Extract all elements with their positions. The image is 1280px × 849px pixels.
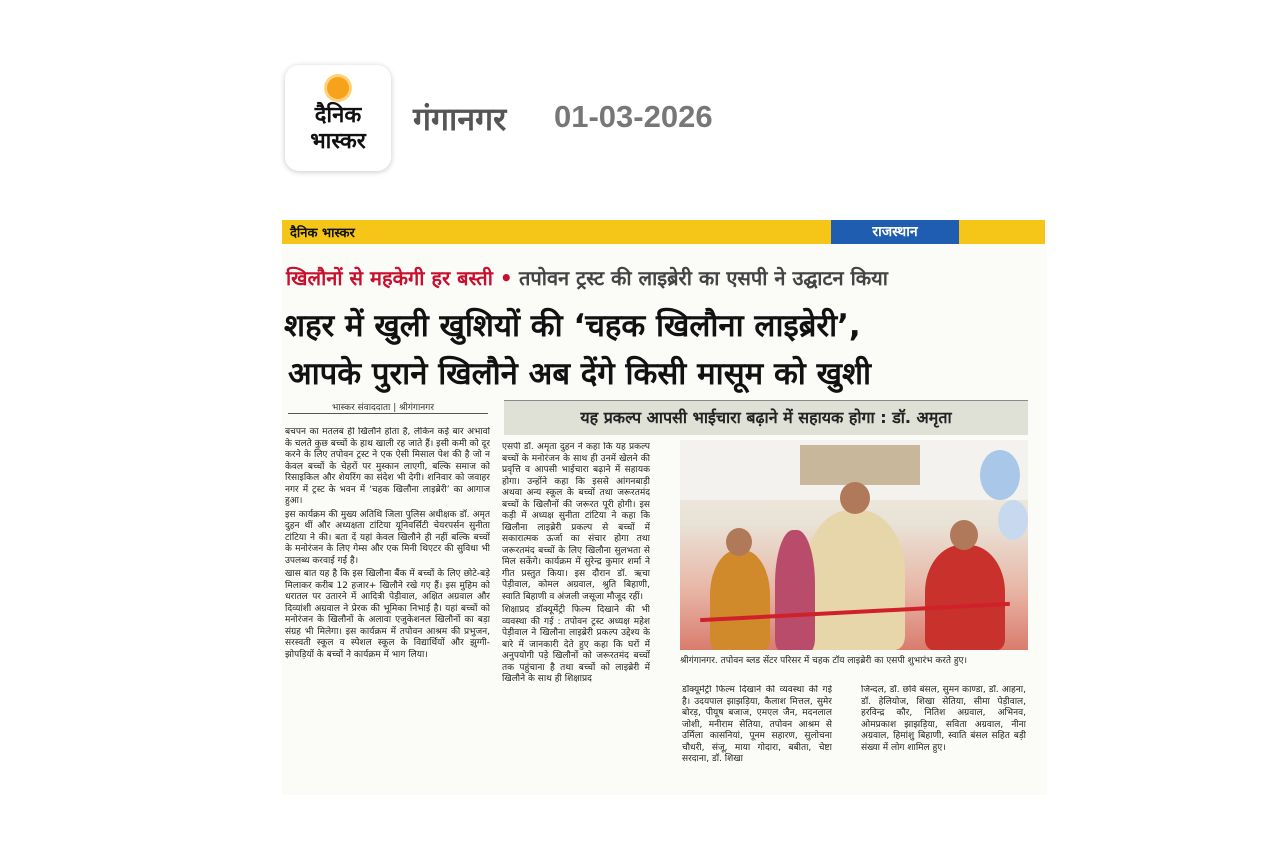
- person-shape: [710, 550, 770, 650]
- person-head-shape: [950, 520, 978, 550]
- headline-line-1: शहर में खुली खुशियों की ‘चहक खिलौना लाइब्रेरी’,: [284, 308, 861, 344]
- byline-rule: [288, 413, 488, 414]
- article-column-3: डॉक्यूमेंट्री फिल्म दिखाने की व्यवस्था की गई है। उदयपाल झाझड़िया, कैलाश मित्तल, सुमेर बोरड़, पीयूष बजाज, एमएल जैन, मदनलाल जोशी, मनीराम सेतिया, तपोवन आश्रम से उर्मिला कासनियां, पूनम सहारण, सुलोचना चौधरी, संजू, माया गोदारा, बबीता, चेष्टा सरदाना, डॉ. शिखा: [682, 685, 832, 764]
- logo-text-line1: दैनिक: [314, 103, 362, 128]
- event-photo: [680, 440, 1028, 650]
- article-column-1: [285, 427, 490, 792]
- person-head-shape: [726, 528, 752, 556]
- subheadline: यह प्रकल्प आपसी भाईचारा बढ़ाने में सहायक होगा : डॉ. अमृता: [504, 400, 1028, 435]
- byline: भास्कर संवाददाता | श्रीगंगानगर: [332, 403, 435, 413]
- paragraph: इस कार्यक्रम की मुख्य अतिथि जिला पुलिस अधीक्षक डॉ. अमृत दुहन थीं और अध्यक्षता टांटिया यूनिवर्सिटी चेयरपर्सन सुनीता टांटिया ने की। बता दें यहां केवल खिलौने ही नहीं बल्कि बच्चों के मनोरंजन के लिए गेम्स और एक मिनी थिएटर की सुविधा भी उपलब्ध करवाई गई है।: [285, 509, 490, 566]
- balloon-shape: [998, 500, 1028, 540]
- person-head-shape: [840, 482, 870, 514]
- kicker-line: [286, 264, 888, 291]
- article-column-2: [502, 442, 650, 792]
- sun-icon: [327, 77, 349, 99]
- paragraph: बचपन का मतलब ही खिलौने होता है, लेकिन कई बार अभावों के चलते कुछ बच्चों के हाथ खाली रह जाते हैं। इसी कमी को दूर करने के लिए तपोवन ट्रस्ट ने एक ऐसी मिसाल पेश की है जो न केवल बच्चों के चेहरों पर मुस्कान लाएगी, बल्कि समाज को रिसाइकिल और शेयरिंग का संदेश भी देगी। शनिवार को जवाहर नगर में ट्रस्ट के भवन में ‘चहक खिलौना लाइब्रेरी’ का आगाज हुआ।: [285, 427, 490, 506]
- kicker-highlight: खिलौनों से महकेगी हर बस्ती •: [286, 266, 513, 290]
- edition-date: 01-03-2026: [554, 99, 713, 134]
- paragraph: खास बात यह है कि इस खिलौना बैंक में बच्चों के लिए छोटे-बड़े मिलाकर करीब 12 हजार+ खिलौने रखे गए हैं। इस मुहिम को धरातल पर उतारने में आदित्री पेड़ीवाल, अक्षित अग्रवाल और दिव्यांशी अग्रवाल ने प्रेरक की भूमिका निभाई है। यहां बच्चों को मनोरंजन के खिलौनों के अलावा एजुकेशनल खिलौनों का बड़ा संग्रह भी मिलेगा। इस कार्यक्रम में तपोवन आश्रम की प्रभुजन, सरस्वती स्कूल व स्पेशल स्कूल के विद्यार्थियों और झुग्गी-झोपड़ियों के बच्चों ने कार्यक्रम में भाग लिया।: [285, 569, 490, 660]
- photo-caption: श्रीगंगानगर. तपोवन ब्लड सेंटर परिसर में चहक टॉय लाइब्रेरी का एसपी शुभारंभ करते हुए।: [680, 656, 968, 666]
- article-column-4: जिन्दल, डॉ. छवि बंसल, सुमन काण्डा, डॉ. आहना, डॉ. हेलियोज, शिखा सेतिया, सीमा पेड़ीवाल, हरविन्द्र कौर, नितिश अग्रवाल, अभिनव, ओमप्रकाश झाझड़िया, सविता अग्रवाल, नीना अग्रवाल, हिमांशु बिहाणी, स्वाति बंसल सहित बड़ी संख्या में लोग शामिल हुए।: [861, 685, 1026, 753]
- person-shape: [925, 545, 1005, 650]
- section-label: राजस्थान: [831, 220, 959, 244]
- person-shape: [805, 510, 905, 650]
- logo-text-line2: भास्कर: [310, 129, 366, 154]
- newspaper-clipping: [282, 220, 1047, 795]
- photo-shelf: [800, 445, 920, 485]
- masthead-bar: [282, 220, 1045, 244]
- dainik-bhaskar-logo: [285, 65, 391, 171]
- masthead-paper-name: दैनिक भास्कर: [290, 226, 355, 241]
- headline-line-2: आपके पुराने खिलौने अब देंगे किसी मासूम को खुशी: [288, 356, 872, 392]
- paragraph: एसपी डॉ. अमृता दुहन ने कहा कि यह प्रकल्प बच्चों के मनोरंजन के साथ ही उनमें खेलने की प्रवृत्ति व आपसी भाईचारा बढ़ाने में सहायक होगा। उन्होंने कहा कि इससे आंगनबाड़ी अथवा अन्य स्कूल के बच्चों तथा जरूरतमंद बच्चों के खिलौनों की जरूरत पूरी होगी। इस कड़ी में अध्यक्ष सुनीता टांटिया ने कहा कि खिलौना लाइब्रेरी प्रकल्प से बच्चों में सकारात्मक ऊर्जा का संचार होगा तथा जरूरतमंद बच्चों के लिए खिलौना सुलभता से मिल सकेंगे। कार्यक्रम में सुरेन्द्र कुमार शर्मा ने गीत प्रस्तुत किया। इस दौरान डॉ. ऋचा पेड़ीवाल, कोमल अग्रवाल, श्रुति बिहाणी, स्वाति बिहाणी व अंजली जसूजा मौजूद रहीं।: [502, 442, 650, 602]
- person-shape: [775, 530, 815, 650]
- kicker-text: तपोवन ट्रस्ट की लाइब्रेरी का एसपी ने उद्घाटन किया: [519, 266, 888, 290]
- edition-city: गंगानगर: [413, 100, 507, 138]
- paragraph: शिक्षाप्रद डॉक्यूमेंट्री फिल्म दिखाने की भी व्यवस्था की गई : तपोवन ट्रस्ट अध्यक्ष महेश पेड़ीवाल ने खिलौना लाइब्रेरी प्रकल्प उद्देश्य के बारे में जानकारी देते हुए कहा कि घरों में अनुपयोगी पड़े खिलौनों को जरूरतमंद बच्चों तक पहुंचाना है तथा बच्चों को लाइब्रेरी में खिलौने के साथ ही शिक्षाप्रद: [502, 605, 650, 684]
- balloon-shape: [980, 450, 1020, 500]
